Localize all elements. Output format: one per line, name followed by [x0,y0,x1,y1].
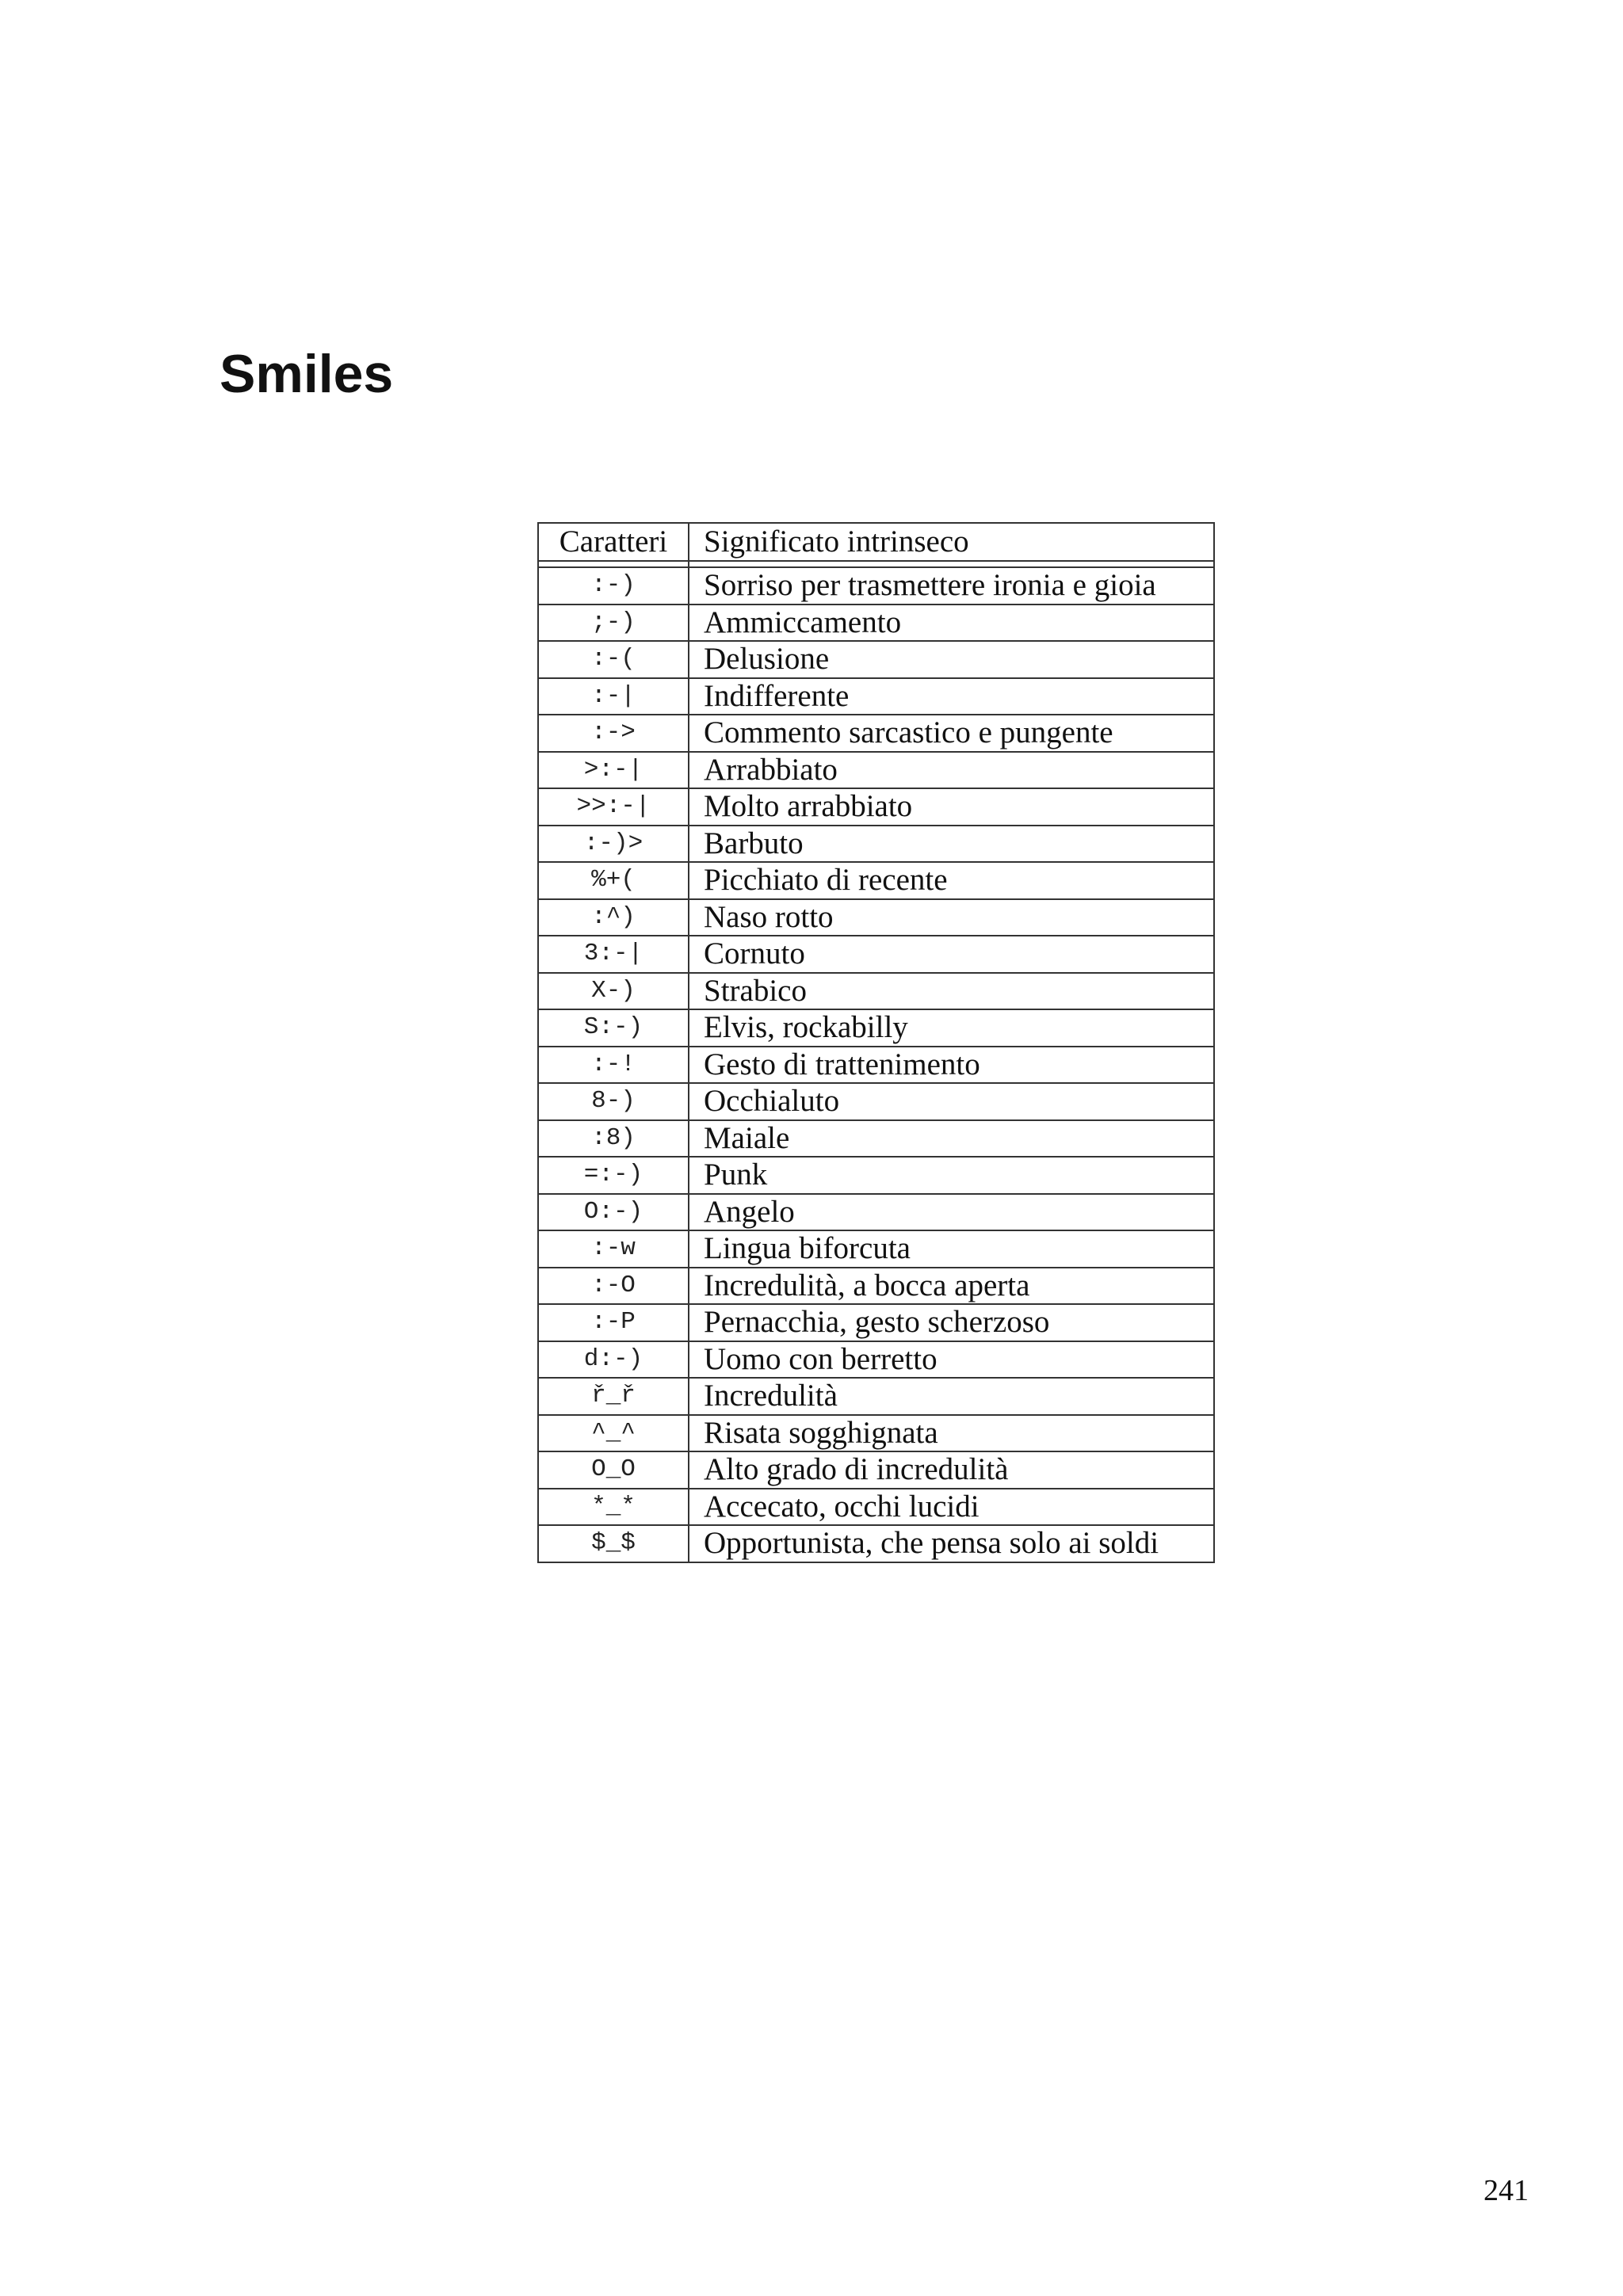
emoticon-meaning: Uomo con berretto [689,1341,1214,1379]
emoticon-chars: :8) [538,1120,689,1158]
table-row [538,1304,1214,1341]
emoticon-chars: >:-| [538,752,689,789]
emoticon-meaning: Accecato, occhi lucidi [689,1489,1214,1526]
emoticon-meaning: Opportunista, che pensa solo ai soldi [689,1525,1214,1562]
table-row [538,678,1214,715]
emoticon-meaning: Cornuto [689,936,1214,973]
emoticon-meaning: Sorriso per trasmettere ironia e gioia [689,567,1214,605]
emoticon-meaning: Occhialuto [689,1083,1214,1120]
emoticon-meaning: Lingua biforcuta [689,1230,1214,1268]
emoticon-chars: :-( [538,641,689,678]
emoticon-chars: :-w [538,1230,689,1268]
table-row [538,788,1214,826]
page-title: Smiles [220,344,394,404]
emoticon-meaning: Commento sarcastico e pungente [689,715,1214,752]
emoticon-meaning: Angelo [689,1194,1214,1231]
emoticon-chars: 3:-| [538,936,689,973]
emoticon-chars: :-P [538,1304,689,1341]
table-row [538,1047,1214,1084]
emoticon-chars: :-> [538,715,689,752]
emoticon-chars: ř_ř [538,1378,689,1415]
emoticon-chars: $_$ [538,1525,689,1562]
emoticon-chars: :-O [538,1268,689,1305]
table-row [538,605,1214,642]
emoticon-chars: O_O [538,1451,689,1489]
emoticon-chars: d:-) [538,1341,689,1379]
emoticon-meaning: Barbuto [689,826,1214,863]
emoticon-chars: ^_^ [538,1415,689,1452]
emoticon-meaning: Risata sogghignata [689,1415,1214,1452]
smiles-table-container [537,522,1213,1563]
table-row [538,1489,1214,1526]
table-row [538,936,1214,973]
emoticon-meaning: Alto grado di incredulità [689,1451,1214,1489]
emoticon-meaning: Delusione [689,641,1214,678]
emoticon-chars: X-) [538,973,689,1010]
emoticon-chars: S:-) [538,1009,689,1047]
header-meaning: Significato intrinseco [689,523,1214,561]
emoticon-meaning: Picchiato di recente [689,862,1214,899]
emoticon-meaning: Incredulità, a bocca aperta [689,1268,1214,1305]
table-row [538,1194,1214,1231]
table-row [538,973,1214,1010]
table-row [538,715,1214,752]
table-header-row [538,523,1214,561]
table-row [538,641,1214,678]
emoticon-meaning: Gesto di trattenimento [689,1047,1214,1084]
table-row [538,1120,1214,1158]
emoticon-chars: :^) [538,899,689,936]
table-row [538,826,1214,863]
table-row [538,1415,1214,1452]
table-row [538,1083,1214,1120]
emoticon-meaning: Incredulità [689,1378,1214,1415]
emoticon-meaning: Punk [689,1157,1214,1194]
emoticon-chars: *_* [538,1489,689,1526]
emoticon-meaning: Pernacchia, gesto scherzoso [689,1304,1214,1341]
emoticon-meaning: Strabico [689,973,1214,1010]
emoticon-chars: :-)> [538,826,689,863]
emoticon-meaning: Indifferente [689,678,1214,715]
emoticon-meaning: Elvis, rockabilly [689,1009,1214,1047]
table-row [538,1341,1214,1379]
emoticon-chars: ;-) [538,605,689,642]
emoticon-chars: >>:-| [538,788,689,826]
emoticon-meaning: Maiale [689,1120,1214,1158]
table-row [538,1378,1214,1415]
emoticon-chars: %+( [538,862,689,899]
emoticon-chars: O:-) [538,1194,689,1231]
table-row [538,899,1214,936]
table-row [538,1230,1214,1268]
smiles-table [537,522,1215,1563]
emoticon-meaning: Molto arrabbiato [689,788,1214,826]
header-spacer [538,561,1214,567]
table-row [538,1268,1214,1305]
page-number: 241 [1484,2174,1529,2207]
table-body [538,567,1214,1562]
emoticon-chars: =:-) [538,1157,689,1194]
table-row [538,567,1214,605]
emoticon-chars: :-! [538,1047,689,1084]
table-row [538,862,1214,899]
table-row [538,1525,1214,1562]
emoticon-meaning: Naso rotto [689,899,1214,936]
header-spacer-cell [689,561,1214,567]
header-chars: Caratteri [538,523,689,561]
table-row [538,1009,1214,1047]
emoticon-meaning: Ammiccamento [689,605,1214,642]
emoticon-chars: :-| [538,678,689,715]
table-row [538,1157,1214,1194]
table-row [538,1451,1214,1489]
header-spacer-cell [538,561,689,567]
emoticon-meaning: Arrabbiato [689,752,1214,789]
table-row [538,752,1214,789]
emoticon-chars: :-) [538,567,689,605]
emoticon-chars: 8-) [538,1083,689,1120]
